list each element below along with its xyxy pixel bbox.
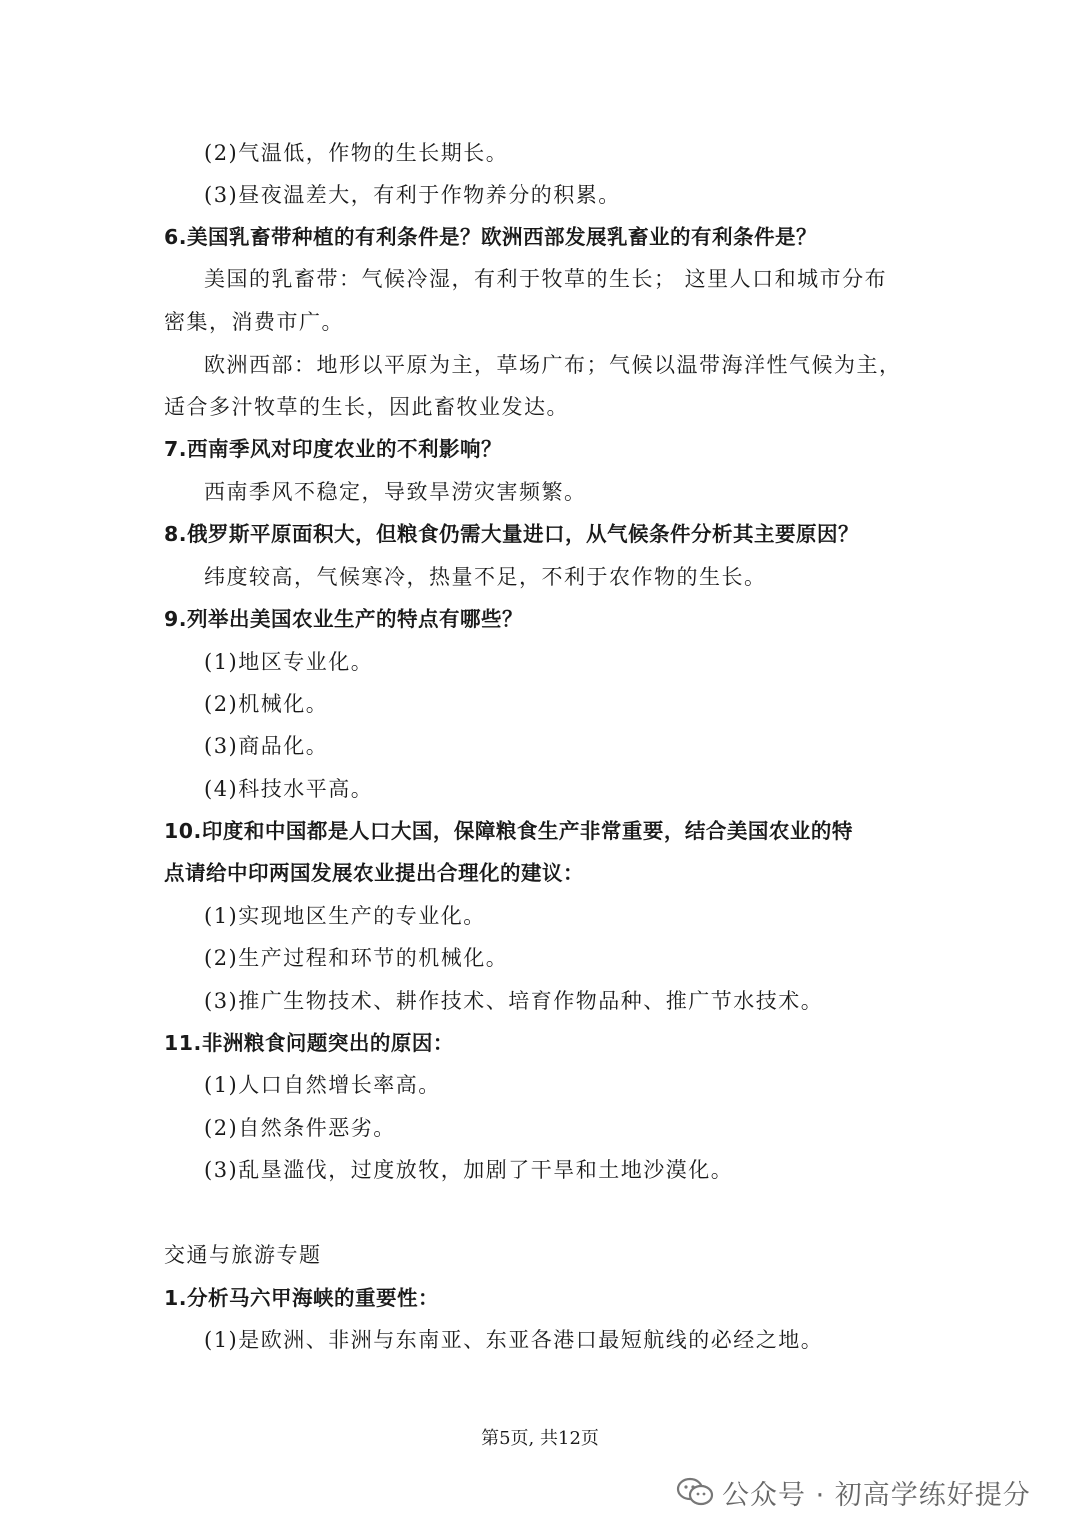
answer-line: (1)实现地区生产的专业化。 <box>204 904 486 928</box>
answer-line: (3)昼夜温差大，有利于作物养分的积累。 <box>204 183 621 207</box>
question-line: 7.西南季风对印度农业的不利影响？ <box>164 437 503 461</box>
question-line: 8.俄罗斯平原面积大，但粮食仍需大量进口，从气候条件分析其主要原因？ <box>164 522 860 546</box>
answer-line: (1)人口自然增长率高。 <box>204 1073 441 1097</box>
watermark <box>676 1472 1031 1512</box>
question-line: 点请给中印两国发展农业提出合理化的建议： <box>164 861 584 885</box>
answer-line: (3)商品化。 <box>204 734 329 758</box>
answer-line: 欧洲西部：地形以平原为主，草场广布；气候以温带海洋性气候为主， <box>204 353 902 377</box>
page-footer: 第5页, 共12页 <box>481 1428 599 1449</box>
answer-line: 西南季风不稳定，导致旱涝灾害频繁。 <box>204 480 587 504</box>
question-line: 1.分析马六甲海峡的重要性： <box>164 1286 440 1310</box>
answer-line: (2)气温低，作物的生长期长。 <box>204 141 509 165</box>
question-line: 9.列举出美国农业生产的特点有哪些？ <box>164 607 524 631</box>
question-line: 11.非洲粮食问题突出的原因： <box>164 1031 454 1055</box>
section-heading: 交通与旅游专题 <box>164 1243 322 1267</box>
answer-line: (2)自然条件恶劣。 <box>204 1116 396 1140</box>
question-line: 6.美国乳畜带种植的有利条件是？欧洲西部发展乳畜业的有利条件是？ <box>164 225 818 249</box>
answer-line: (2)机械化。 <box>204 692 329 716</box>
answer-line: (3)乱垦滥伐，过度放牧，加剧了干旱和土地沙漠化。 <box>204 1158 734 1182</box>
answer-line: (3)推广生物技术、耕作技术、培育作物品种、推广节水技术。 <box>204 989 824 1013</box>
wechat-icon <box>676 1477 714 1507</box>
answer-line: 适合多汁牧草的生长，因此畜牧业发达。 <box>164 395 569 419</box>
watermark-text: 公众号 · 初高学练好提分 <box>722 1479 1031 1511</box>
answer-line: 密集，消费市广。 <box>164 310 344 334</box>
answer-line: (2)生产过程和环节的机械化。 <box>204 946 509 970</box>
answer-line: (1)地区专业化。 <box>204 650 374 674</box>
answer-line: 纬度较高，气候寒冷，热量不足，不利于农作物的生长。 <box>204 565 767 589</box>
question-line: 10.印度和中国都是人口大国，保障粮食生产非常重要，结合美国农业的特 <box>164 819 853 843</box>
answer-line: 美国的乳畜带：气候冷湿，有利于牧草的生长； 这里人口和城市分布 <box>204 267 888 291</box>
answer-line: (1)是欧洲、非洲与东南亚、东亚各港口最短航线的必经之地。 <box>204 1328 824 1352</box>
answer-line: (4)科技水平高。 <box>204 777 374 801</box>
